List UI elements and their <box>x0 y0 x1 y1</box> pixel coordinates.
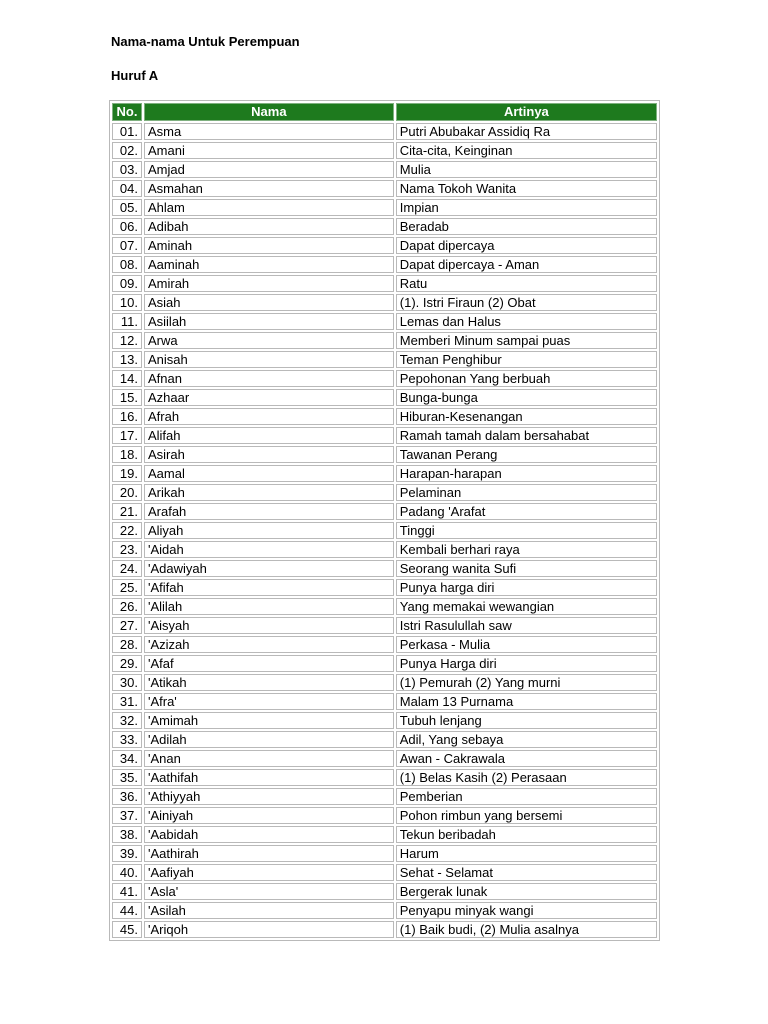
cell-nama: 'Adilah <box>144 731 394 748</box>
cell-artinya: (1) Belas Kasih (2) Perasaan <box>396 769 657 786</box>
cell-artinya: Mulia <box>396 161 657 178</box>
table-header <box>112 103 657 121</box>
cell-nama: 'Ainiyah <box>144 807 394 824</box>
table-row <box>112 560 657 577</box>
cell-nama: Amani <box>144 142 394 159</box>
cell-nama: 'Aathirah <box>144 845 394 862</box>
cell-artinya: Ratu <box>396 275 657 292</box>
cell-artinya: Punya harga diri <box>396 579 657 596</box>
cell-nama: 'Amimah <box>144 712 394 729</box>
cell-artinya: Pepohonan Yang berbuah <box>396 370 657 387</box>
cell-no: 13. <box>112 351 142 368</box>
table-row <box>112 674 657 691</box>
cell-artinya: Dapat dipercaya <box>396 237 657 254</box>
table-row <box>112 693 657 710</box>
cell-no: 34. <box>112 750 142 767</box>
cell-no: 03. <box>112 161 142 178</box>
cell-artinya: (1) Pemurah (2) Yang murni <box>396 674 657 691</box>
cell-no: 12. <box>112 332 142 349</box>
cell-no: 38. <box>112 826 142 843</box>
table-row <box>112 370 657 387</box>
cell-nama: 'Aidah <box>144 541 394 558</box>
cell-artinya: Punya Harga diri <box>396 655 657 672</box>
cell-artinya: Ramah tamah dalam bersahabat <box>396 427 657 444</box>
table-row <box>112 807 657 824</box>
cell-artinya: Memberi Minum sampai puas <box>396 332 657 349</box>
cell-nama: 'Aabidah <box>144 826 394 843</box>
table-row <box>112 503 657 520</box>
cell-nama: Amjad <box>144 161 394 178</box>
cell-artinya: Impian <box>396 199 657 216</box>
cell-no: 39. <box>112 845 142 862</box>
table-row <box>112 465 657 482</box>
cell-artinya: Nama Tokoh Wanita <box>396 180 657 197</box>
cell-no: 33. <box>112 731 142 748</box>
cell-artinya: Pelaminan <box>396 484 657 501</box>
cell-artinya: Kembali berhari raya <box>396 541 657 558</box>
table-row <box>112 123 657 140</box>
cell-nama: Asma <box>144 123 394 140</box>
cell-no: 16. <box>112 408 142 425</box>
cell-no: 15. <box>112 389 142 406</box>
cell-no: 08. <box>112 256 142 273</box>
cell-artinya: Hiburan-Kesenangan <box>396 408 657 425</box>
cell-no: 29. <box>112 655 142 672</box>
cell-no: 10. <box>112 294 142 311</box>
cell-no: 17. <box>112 427 142 444</box>
cell-nama: 'Afra' <box>144 693 394 710</box>
cell-nama: 'Aafiyah <box>144 864 394 881</box>
cell-nama: 'Aathifah <box>144 769 394 786</box>
cell-artinya: (1). Istri Firaun (2) Obat <box>396 294 657 311</box>
cell-no: 09. <box>112 275 142 292</box>
cell-artinya: Penyapu minyak wangi <box>396 902 657 919</box>
cell-no: 26. <box>112 598 142 615</box>
cell-no: 01. <box>112 123 142 140</box>
cell-artinya: Harum <box>396 845 657 862</box>
cell-no: 20. <box>112 484 142 501</box>
cell-artinya: Pohon rimbun yang bersemi <box>396 807 657 824</box>
table-row <box>112 731 657 748</box>
cell-nama: 'Athiyyah <box>144 788 394 805</box>
cell-no: 02. <box>112 142 142 159</box>
cell-no: 31. <box>112 693 142 710</box>
table-row <box>112 484 657 501</box>
cell-artinya: Putri Abubakar Assidiq Ra <box>396 123 657 140</box>
table-row <box>112 921 657 938</box>
cell-nama: Anisah <box>144 351 394 368</box>
cell-nama: 'Aisyah <box>144 617 394 634</box>
cell-artinya: Tinggi <box>396 522 657 539</box>
cell-no: 11. <box>112 313 142 330</box>
cell-no: 40. <box>112 864 142 881</box>
cell-nama: Aamal <box>144 465 394 482</box>
cell-nama: Arwa <box>144 332 394 349</box>
table-row <box>112 218 657 235</box>
table-row <box>112 180 657 197</box>
table-row <box>112 142 657 159</box>
cell-artinya: Cita-cita, Keinginan <box>396 142 657 159</box>
cell-nama: Asmahan <box>144 180 394 197</box>
table-row <box>112 636 657 653</box>
table-row <box>112 826 657 843</box>
cell-artinya: Tubuh lenjang <box>396 712 657 729</box>
cell-artinya: Padang 'Arafat <box>396 503 657 520</box>
cell-artinya: Adil, Yang sebaya <box>396 731 657 748</box>
cell-nama: 'Atikah <box>144 674 394 691</box>
header-row <box>112 103 657 121</box>
table-row <box>112 446 657 463</box>
table-row <box>112 579 657 596</box>
table-row <box>112 750 657 767</box>
cell-no: 07. <box>112 237 142 254</box>
table-row <box>112 351 657 368</box>
cell-nama: Adibah <box>144 218 394 235</box>
cell-nama: Aminah <box>144 237 394 254</box>
cell-no: 37. <box>112 807 142 824</box>
table-row <box>112 864 657 881</box>
cell-nama: 'Ariqoh <box>144 921 394 938</box>
cell-no: 05. <box>112 199 142 216</box>
cell-nama: Amirah <box>144 275 394 292</box>
table-row <box>112 275 657 292</box>
table-row <box>112 161 657 178</box>
cell-no: 25. <box>112 579 142 596</box>
cell-artinya: Seorang wanita Sufi <box>396 560 657 577</box>
names-table <box>109 100 660 941</box>
table-row <box>112 617 657 634</box>
cell-nama: Azhaar <box>144 389 394 406</box>
cell-nama: Asiilah <box>144 313 394 330</box>
cell-artinya: Malam 13 Purnama <box>396 693 657 710</box>
cell-nama: 'Alilah <box>144 598 394 615</box>
cell-nama: 'Afaf <box>144 655 394 672</box>
section-title: Huruf A <box>111 68 159 83</box>
cell-nama: 'Azizah <box>144 636 394 653</box>
table-row <box>112 522 657 539</box>
cell-artinya: Yang memakai wewangian <box>396 598 657 615</box>
cell-no: 21. <box>112 503 142 520</box>
cell-nama: Ahlam <box>144 199 394 216</box>
cell-nama: Arikah <box>144 484 394 501</box>
table-row <box>112 845 657 862</box>
cell-nama: 'Adawiyah <box>144 560 394 577</box>
table-row <box>112 199 657 216</box>
table-row <box>112 427 657 444</box>
cell-artinya: Pemberian <box>396 788 657 805</box>
cell-artinya: Lemas dan Halus <box>396 313 657 330</box>
header-no: No. <box>112 103 142 121</box>
cell-no: 32. <box>112 712 142 729</box>
table-row <box>112 598 657 615</box>
cell-nama: Asiah <box>144 294 394 311</box>
table-row <box>112 389 657 406</box>
cell-no: 06. <box>112 218 142 235</box>
cell-no: 18. <box>112 446 142 463</box>
table-body <box>112 123 657 938</box>
cell-artinya: Harapan-harapan <box>396 465 657 482</box>
cell-no: 36. <box>112 788 142 805</box>
cell-no: 35. <box>112 769 142 786</box>
cell-artinya: Perkasa - Mulia <box>396 636 657 653</box>
cell-nama: Alifah <box>144 427 394 444</box>
cell-artinya: Tawanan Perang <box>396 446 657 463</box>
cell-no: 23. <box>112 541 142 558</box>
cell-nama: 'Asilah <box>144 902 394 919</box>
header-nama: Nama <box>144 103 394 121</box>
cell-no: 04. <box>112 180 142 197</box>
cell-nama: Afnan <box>144 370 394 387</box>
cell-artinya: Awan - Cakrawala <box>396 750 657 767</box>
table-row <box>112 256 657 273</box>
table-row <box>112 883 657 900</box>
page-title: Nama-nama Untuk Perempuan <box>111 34 300 49</box>
cell-no: 30. <box>112 674 142 691</box>
cell-nama: 'Afifah <box>144 579 394 596</box>
cell-no: 41. <box>112 883 142 900</box>
cell-artinya: Istri Rasulullah saw <box>396 617 657 634</box>
table-row <box>112 712 657 729</box>
cell-artinya: Beradab <box>396 218 657 235</box>
table-row <box>112 294 657 311</box>
cell-nama: Aliyah <box>144 522 394 539</box>
cell-nama: 'Anan <box>144 750 394 767</box>
cell-artinya: Teman Penghibur <box>396 351 657 368</box>
cell-artinya: Sehat - Selamat <box>396 864 657 881</box>
table-row <box>112 788 657 805</box>
cell-no: 24. <box>112 560 142 577</box>
cell-no: 28. <box>112 636 142 653</box>
cell-no: 45. <box>112 921 142 938</box>
cell-no: 22. <box>112 522 142 539</box>
cell-no: 14. <box>112 370 142 387</box>
cell-artinya: Bergerak lunak <box>396 883 657 900</box>
cell-no: 27. <box>112 617 142 634</box>
cell-nama: Asirah <box>144 446 394 463</box>
header-artinya: Artinya <box>396 103 657 121</box>
cell-no: 19. <box>112 465 142 482</box>
table-row <box>112 541 657 558</box>
cell-artinya: Bunga-bunga <box>396 389 657 406</box>
cell-nama: Afrah <box>144 408 394 425</box>
table-row <box>112 237 657 254</box>
table-row <box>112 769 657 786</box>
cell-no: 44. <box>112 902 142 919</box>
cell-artinya: Tekun beribadah <box>396 826 657 843</box>
cell-nama: 'Asla' <box>144 883 394 900</box>
table-row <box>112 332 657 349</box>
cell-nama: Aaminah <box>144 256 394 273</box>
cell-artinya: (1) Baik budi, (2) Mulia asalnya <box>396 921 657 938</box>
table-row <box>112 313 657 330</box>
cell-artinya: Dapat dipercaya - Aman <box>396 256 657 273</box>
table-row <box>112 408 657 425</box>
cell-nama: Arafah <box>144 503 394 520</box>
table-row <box>112 902 657 919</box>
table-row <box>112 655 657 672</box>
